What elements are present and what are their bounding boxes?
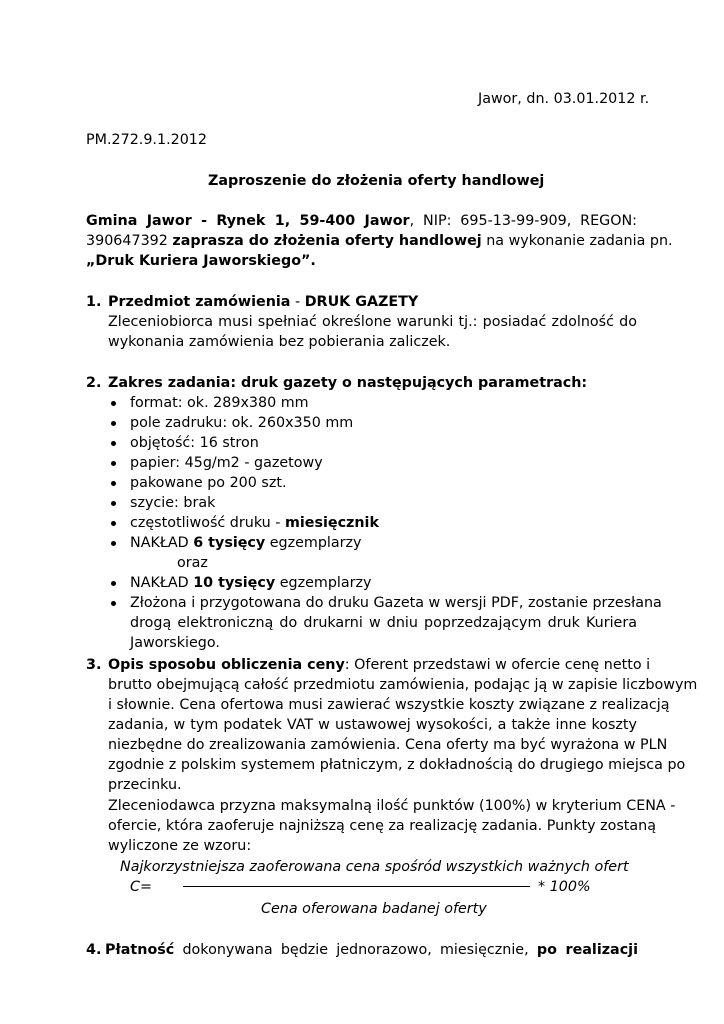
section-3-line-8: Zleceniodawca przyzna maksymalną ilość punktów (100%) w kryterium CENA -	[108, 798, 676, 814]
param-packaging: pakowane po 200 szt.	[130, 475, 287, 491]
section-4-bold-tail: po realizacji	[536, 942, 638, 958]
intro-line-2	[86, 231, 673, 251]
section-3-line-9: ofercie, która zaoferuje najniższą cenę za realizację zadania. Punkty zostaną	[108, 818, 656, 834]
bullet-icon	[111, 481, 116, 486]
intro-entity: Gmina Jawor - Rynek 1, 59-400 Jawor	[86, 213, 410, 229]
bullet-icon	[111, 401, 116, 406]
formula-numerator: Najkorzystniejsza zaoferowana cena spośród wszystkich ważnych ofert	[120, 859, 629, 875]
bullet-icon	[111, 501, 116, 506]
param-frequency-value: miesięcznik	[284, 515, 379, 531]
param-print-area: pole zadruku: ok. 260x350 mm	[130, 415, 354, 431]
section-3-heading: Opis sposobu obliczenia ceny	[108, 657, 345, 673]
section-3-line-3: i słownie. Cena ofertowa musi zawierać wszystkie koszty związane z realizacją	[108, 697, 670, 713]
formula-denominator: Cena oferowana badanej oferty	[261, 901, 487, 917]
section-1-number: 1.	[86, 294, 102, 310]
bullet-icon	[111, 601, 116, 606]
circulation-2-value: 10 tysięcy	[193, 575, 276, 591]
param-frequency	[130, 513, 379, 533]
section-1-line-1: Zleceniobiorca musi spełniać określone warunki tj.: posiadać zdolność do	[108, 314, 637, 330]
section-2-number: 2.	[86, 375, 102, 391]
param-pdf-line-3: Jaworskiego.	[130, 635, 220, 651]
section-3-line-4: zadania, w tym podatek VAT w ustawowej wysokości, a także inne koszty	[108, 717, 637, 733]
bullet-icon	[111, 521, 116, 526]
formula-fraction-line	[183, 886, 530, 887]
section-2-heading: Zakres zadania: druk gazety o następujących parametrach:	[108, 375, 588, 391]
intro-ids: , NIP: 695-13-99-909, REGON:	[409, 213, 637, 229]
intro-line-1	[86, 211, 637, 231]
section-4-number: 4.	[86, 942, 102, 958]
place-date: Jawor, dn. 03.01.2012 r.	[478, 91, 650, 107]
section-1-heading: Przedmiot zamówienia	[108, 294, 291, 310]
param-paper: papier: 45g/m2 - gazetowy	[130, 455, 323, 471]
reference-number: PM.272.9.1.2012	[86, 132, 207, 148]
param-circulation-2	[130, 573, 371, 593]
circulation-1-value: 6 tysięcy	[193, 535, 266, 551]
section-1-heading-line	[108, 292, 418, 312]
section-1-sep: -	[290, 294, 305, 310]
param-stitching: szycie: brak	[130, 495, 216, 511]
section-3-line-10: wyliczone ze wzoru:	[108, 838, 252, 854]
param-pdf-line-1: Złożona i przygotowana do druku Gazeta w wersji PDF, zostanie przesłana	[130, 595, 662, 611]
intro-task-name: „Druk Kuriera Jaworskiego”.	[86, 253, 316, 269]
intro-regon: 390647392	[86, 233, 173, 249]
section-3-line-7: przecinku.	[108, 777, 182, 793]
param-format: format: ok. 289x380 mm	[130, 395, 309, 411]
intro-task: na wykonanie zadania pn.	[481, 233, 673, 249]
bullet-icon	[111, 421, 116, 426]
section-4-text: dokonywana będzie jednorazowo, miesięcznie,	[174, 942, 537, 958]
bullet-icon	[111, 441, 116, 446]
formula-lhs: C=	[130, 879, 152, 895]
section-1-subject: DRUK GAZETY	[304, 294, 419, 310]
section-4-line-1	[105, 940, 638, 960]
circulation-2-prefix: NAKŁAD	[130, 575, 194, 591]
param-circulation-1	[130, 533, 362, 553]
param-volume: objętość: 16 stron	[130, 435, 259, 451]
param-pdf-line-2: drogą elektroniczną do drukarni w dniu poprzedzającym druk Kuriera	[130, 615, 637, 631]
param-frequency-prefix: częstotliwość druku -	[130, 515, 285, 531]
section-3-line-2: brutto obejmującą całość przedmiotu zamówienia, podając ją w zapisie liczbowym	[108, 677, 698, 693]
circulation-1-suffix: egzemplarzy	[265, 535, 362, 551]
param-oraz: oraz	[177, 555, 208, 571]
formula-multiplier: * 100%	[538, 879, 591, 895]
bullet-icon	[111, 461, 116, 466]
intro-invites: zaprasza do złożenia oferty handlowej	[172, 233, 482, 249]
section-3-line-1-rest: : Oferent przedstawi w ofercie cenę netto i	[344, 657, 651, 673]
section-3-number: 3.	[86, 657, 102, 673]
section-3-line-5: niezbędne do zrealizowania zamówienia. Cena oferty ma być wyrażona w PLN	[108, 737, 668, 753]
bullet-icon	[111, 581, 116, 586]
document-title: Zaproszenie do złożenia oferty handlowej	[208, 173, 545, 189]
section-4-heading: Płatność	[105, 942, 175, 958]
circulation-1-prefix: NAKŁAD	[130, 535, 194, 551]
section-1-line-2: wykonania zamówienia bez pobierania zaliczek.	[108, 334, 451, 350]
circulation-2-suffix: egzemplarzy	[275, 575, 372, 591]
section-3-line-6: zgodnie z polskim systemem płatniczym, z dokładnością do drugiego miejsca po	[108, 757, 686, 773]
section-3-line-1	[108, 655, 651, 675]
bullet-icon	[111, 541, 116, 546]
